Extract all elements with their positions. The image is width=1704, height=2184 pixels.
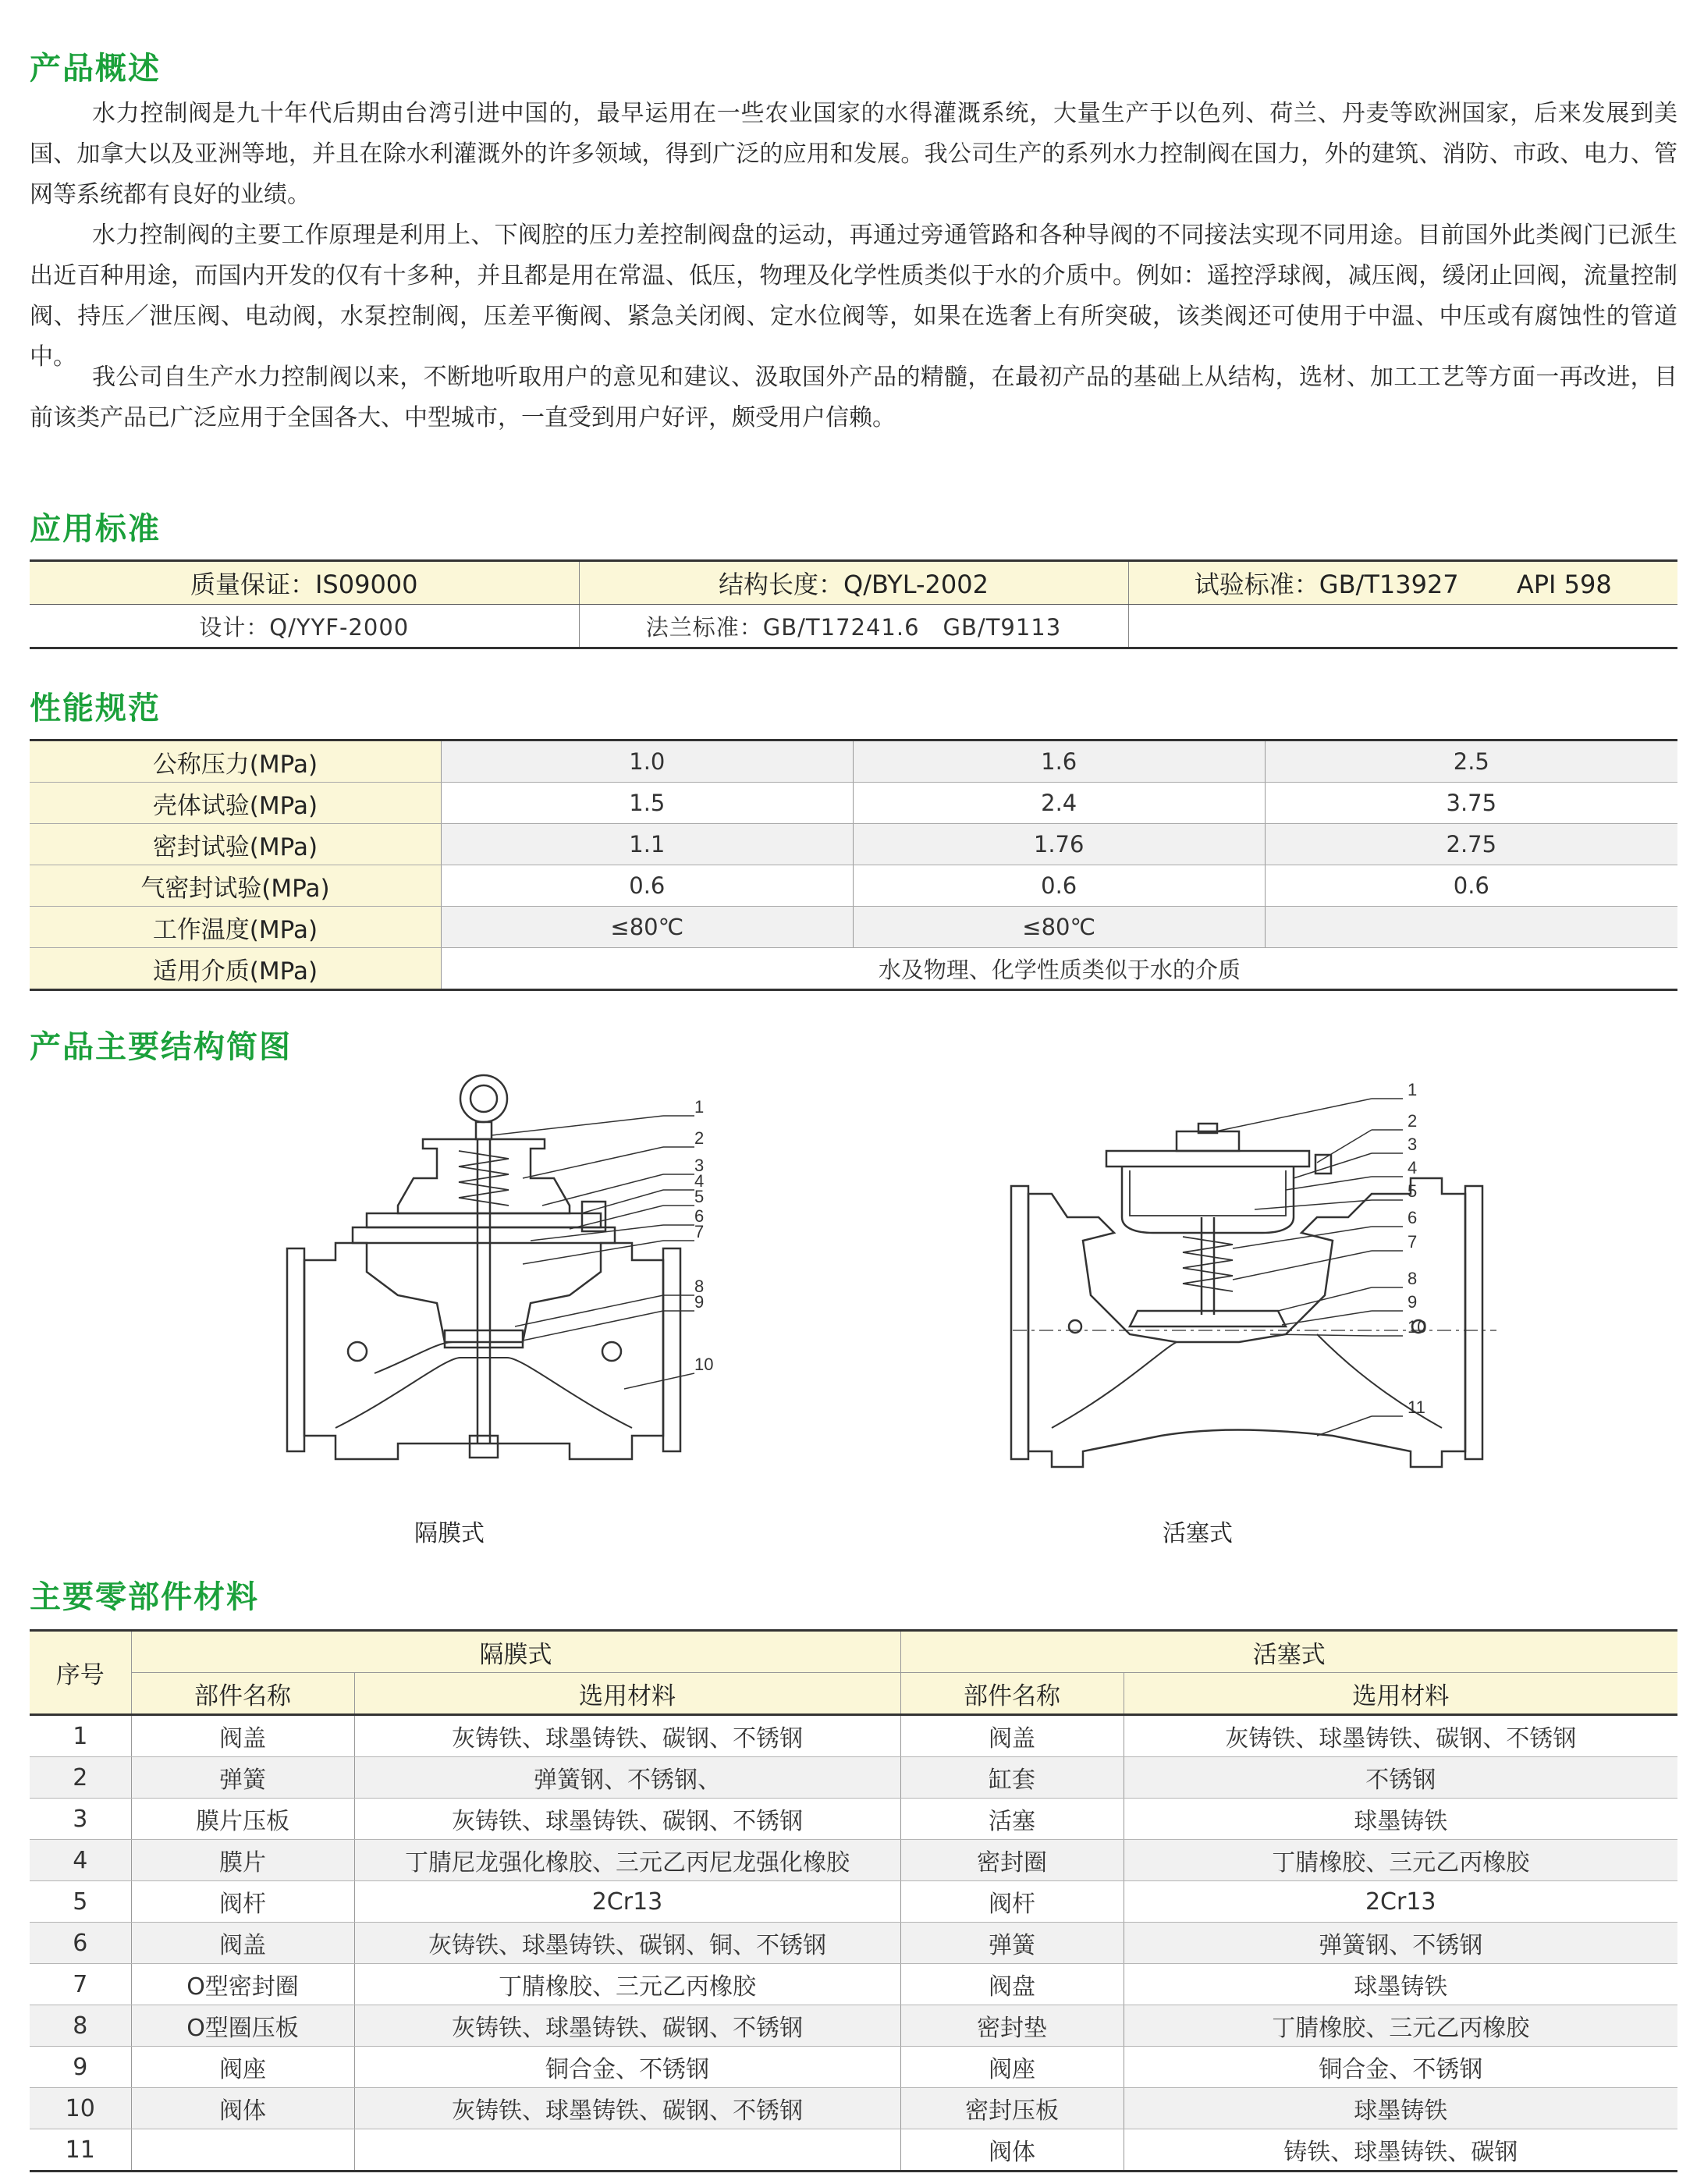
- diaphragm-material: [354, 2129, 900, 2172]
- callout-label: 5: [1408, 1181, 1418, 1201]
- piston-part: 密封圈: [900, 1840, 1124, 1881]
- callout-label: 5: [694, 1187, 705, 1206]
- row-no: 5: [30, 1881, 131, 1923]
- diaphragm-part: 弹簧: [131, 1757, 354, 1799]
- group-piston-header: 活塞式: [900, 1631, 1677, 1673]
- perf-label: 公称压力(MPa): [30, 740, 441, 783]
- table-row: [30, 2129, 1677, 2172]
- callout-label: 10: [1408, 1317, 1427, 1337]
- diaphragm-material: 2Cr13: [354, 1881, 900, 1923]
- callout-label: 1: [694, 1097, 705, 1117]
- callout-label: 6: [694, 1206, 705, 1226]
- piston-material: 2Cr13: [1124, 1881, 1677, 1923]
- callout-label: 9: [1408, 1292, 1418, 1312]
- piston-part: 阀杆: [900, 1881, 1124, 1923]
- table-row: [30, 2047, 1677, 2088]
- col-material-header: 选用材料: [354, 1673, 900, 1715]
- perf-label: 密封试验(MPa): [30, 824, 441, 865]
- empty-cell: [1128, 605, 1677, 648]
- perf-medium: 水及物理、化学性质类似于水的介质: [441, 948, 1677, 990]
- col-material-header: 选用材料: [1124, 1673, 1677, 1715]
- piston-material: 球墨铸铁: [1124, 2088, 1677, 2129]
- row-no: 10: [30, 2088, 131, 2129]
- perf-value: 0.6: [853, 865, 1265, 907]
- diaphragm-part: 阀盖: [131, 1715, 354, 1757]
- piston-part: 阀体: [900, 2129, 1124, 2172]
- callout-label: 1: [1408, 1080, 1418, 1099]
- diaphragm-part: O型圈压板: [131, 2005, 354, 2047]
- perf-row: [30, 740, 1677, 783]
- table-row: [30, 1757, 1677, 1799]
- diaphragm-material: 灰铸铁、球墨铸铁、碳钢、铜、不锈钢: [354, 1923, 900, 1964]
- callout-label: 9: [694, 1292, 705, 1312]
- row-no: 2: [30, 1757, 131, 1799]
- perf-value: [1265, 907, 1677, 948]
- overview-heading: 产品概述: [30, 51, 161, 87]
- perf-value: 1.0: [441, 740, 853, 783]
- perf-row: [30, 948, 1677, 990]
- callout-label: 4: [1408, 1158, 1418, 1177]
- piston-material: 丁腈橡胶、三元乙丙橡胶: [1124, 2005, 1677, 2047]
- row-no: 6: [30, 1923, 131, 1964]
- diaphragm-part: 膜片: [131, 1840, 354, 1881]
- quality-standard: 质量保证：IS09000: [30, 561, 579, 605]
- diaphragm-material: 灰铸铁、球墨铸铁、碳钢、不锈钢: [354, 2088, 900, 2129]
- table-row: [30, 1715, 1677, 1757]
- standards-table: [30, 559, 1677, 649]
- row-no: 11: [30, 2129, 131, 2172]
- col-no-header: 序号: [30, 1631, 131, 1715]
- callout-label: 7: [694, 1222, 705, 1241]
- piston-material: 灰铸铁、球墨铸铁、碳钢、不锈钢: [1124, 1715, 1677, 1757]
- table-row: [30, 1881, 1677, 1923]
- callout-label: 11: [1408, 1397, 1425, 1417]
- perf-label: 适用介质(MPa): [30, 948, 441, 990]
- diaphragm-valve-diagram: [257, 1061, 741, 1475]
- row-no: 9: [30, 2047, 131, 2088]
- diaphragm-part: 阀座: [131, 2047, 354, 2088]
- diaphragm-material: 灰铸铁、球墨铸铁、碳钢、不锈钢: [354, 1799, 900, 1840]
- piston-material: 不锈钢: [1124, 1757, 1677, 1799]
- structure-heading: 产品主要结构简图: [30, 1029, 292, 1065]
- perf-value: 0.6: [1265, 865, 1677, 907]
- table-row: [30, 1923, 1677, 1964]
- diaphragm-material: 丁腈橡胶、三元乙丙橡胶: [354, 1964, 900, 2005]
- callout-label: 4: [694, 1171, 705, 1191]
- diaphragm-part: 膜片压板: [131, 1799, 354, 1840]
- piston-part: 密封压板: [900, 2088, 1124, 2129]
- perf-value: ≤80℃: [853, 907, 1265, 948]
- diaphragm-caption: 隔膜式: [414, 1520, 485, 1547]
- table-row: [30, 1799, 1677, 1840]
- group-diaphragm-header: 隔膜式: [131, 1631, 900, 1673]
- piston-caption: 活塞式: [1163, 1520, 1233, 1547]
- table-row: [30, 1964, 1677, 2005]
- perf-value: 1.5: [441, 783, 853, 824]
- table-row: [30, 1840, 1677, 1881]
- perf-value: 1.76: [853, 824, 1265, 865]
- diaphragm-part: 阀盖: [131, 1923, 354, 1964]
- perf-row: [30, 907, 1677, 948]
- callout-label: 8: [694, 1277, 705, 1296]
- piston-part: 阀盘: [900, 1964, 1124, 2005]
- performance-heading: 性能规范: [30, 691, 161, 726]
- overview-paragraph-3: 我公司自生产水力控制阀以来，不断地听取用户的意见和建议、汲取国外产品的精髓，在最初产品的基础上从结构，选材、加工工艺等方面一再改进，目前该类产品已广泛应用于全国各大、中型城市，一直受到用户好评，颇受用户信赖。: [30, 364, 1677, 431]
- row-no: 1: [30, 1715, 131, 1757]
- piston-part: 弹簧: [900, 1923, 1124, 1964]
- diaphragm-part: O型密封圈: [131, 1964, 354, 2005]
- perf-row: [30, 783, 1677, 824]
- callout-label: 8: [1408, 1269, 1418, 1288]
- piston-part: 阀盖: [900, 1715, 1124, 1757]
- perf-value: 2.5: [1265, 740, 1677, 783]
- overview-paragraph-1: 水力控制阀是九十年代后期由台湾引进中国的，最早运用在一些农业国家的水得灌溉系统，大量生产于以色列、荷兰、丹麦等欧洲国家，后来发展到美国、加拿大以及亚洲等地，并且在除水利灌溉外的许多领域，得到广泛的应用和发展。我公司生产的系列水力控制阀在国力，外的建筑、消防、市政、电力、管网等系统都有良好的业绩。: [30, 100, 1677, 208]
- perf-value: 3.75: [1265, 783, 1677, 824]
- perf-value: 1.1: [441, 824, 853, 865]
- diaphragm-material: 弹簧钢、不锈钢、: [354, 1757, 900, 1799]
- callout-label: 3: [694, 1156, 705, 1175]
- piston-material: 球墨铸铁: [1124, 1964, 1677, 2005]
- performance-table: [30, 739, 1677, 991]
- perf-value: 0.6: [441, 865, 853, 907]
- diaphragm-part: [131, 2129, 354, 2172]
- perf-row: [30, 824, 1677, 865]
- perf-value: ≤80℃: [441, 907, 853, 948]
- perf-value: 2.4: [853, 783, 1265, 824]
- table-row: [30, 2005, 1677, 2047]
- row-no: 3: [30, 1799, 131, 1840]
- callout-label: 2: [1408, 1111, 1418, 1131]
- piston-material: 球墨铸铁: [1124, 1799, 1677, 1840]
- perf-label: 壳体试验(MPa): [30, 783, 441, 824]
- diaphragm-part: 阀杆: [131, 1881, 354, 1923]
- piston-part: 密封垫: [900, 2005, 1124, 2047]
- diaphragm-material: 灰铸铁、球墨铸铁、碳钢、不锈钢: [354, 2005, 900, 2047]
- row-no: 4: [30, 1840, 131, 1881]
- piston-valve-diagram: [1005, 1061, 1504, 1483]
- callout-label: 6: [1408, 1208, 1418, 1227]
- standards-heading: 应用标准: [30, 511, 161, 547]
- col-part-header: 部件名称: [900, 1673, 1124, 1715]
- length-standard: 结构长度：Q/BYL-2002: [579, 561, 1128, 605]
- row-no: 7: [30, 1964, 131, 2005]
- test-standard: 试验标准：GB/T13927 API 598: [1128, 561, 1677, 605]
- perf-value: 2.75: [1265, 824, 1677, 865]
- piston-material: 铜合金、不锈钢: [1124, 2047, 1677, 2088]
- materials-heading: 主要零部件材料: [30, 1579, 259, 1615]
- flange-standard: 法兰标准：GB/T17241.6 GB/T9113: [579, 605, 1128, 648]
- perf-value: 1.6: [853, 740, 1265, 783]
- diaphragm-part: 阀体: [131, 2088, 354, 2129]
- piston-material: 丁腈橡胶、三元乙丙橡胶: [1124, 1840, 1677, 1881]
- piston-part: 活塞: [900, 1799, 1124, 1840]
- table-row: [30, 2088, 1677, 2129]
- diaphragm-material: 丁腈尼龙强化橡胶、三元乙丙尼龙强化橡胶: [354, 1840, 900, 1881]
- callout-label: 3: [1408, 1135, 1418, 1154]
- callout-label: 2: [694, 1128, 705, 1148]
- callout-label: 7: [1408, 1232, 1418, 1252]
- callout-label: 10: [694, 1355, 714, 1374]
- perf-label: 气密封试验(MPa): [30, 865, 441, 907]
- perf-row: [30, 865, 1677, 907]
- diaphragm-material: 灰铸铁、球墨铸铁、碳钢、不锈钢: [354, 1715, 900, 1757]
- design-standard: 设计：Q/YYF-2000: [30, 605, 579, 648]
- materials-table: [30, 1629, 1677, 2172]
- row-no: 8: [30, 2005, 131, 2047]
- diaphragm-material: 铜合金、不锈钢: [354, 2047, 900, 2088]
- piston-material: 弹簧钢、不锈钢: [1124, 1923, 1677, 1964]
- piston-part: 缸套: [900, 1757, 1124, 1799]
- piston-part: 阀座: [900, 2047, 1124, 2088]
- piston-material: 铸铁、球墨铸铁、碳钢: [1124, 2129, 1677, 2172]
- overview-paragraph-2: 水力控制阀的主要工作原理是利用上、下阀腔的压力差控制阀盘的运动，再通过旁通管路和各种导阀的不同接法实现不同用途。目前国外此类阀门已派生出近百种用途，而国内开发的仅有十多种，并且都是用在常温、低压，物理及化学性质类似于水的介质中。例如：遥控浮球阀，减压阀，缓闭止回阀，流量控制阀、持压／泄压阀、电动阀，水泵控制阀，压差平衡阀、紧急关闭阀、定水位阀等，如果在选奢上有所突破，该类阀还可使用于中温、中压或有腐蚀性的管道中。: [30, 222, 1677, 371]
- col-part-header: 部件名称: [131, 1673, 354, 1715]
- perf-label: 工作温度(MPa): [30, 907, 441, 948]
